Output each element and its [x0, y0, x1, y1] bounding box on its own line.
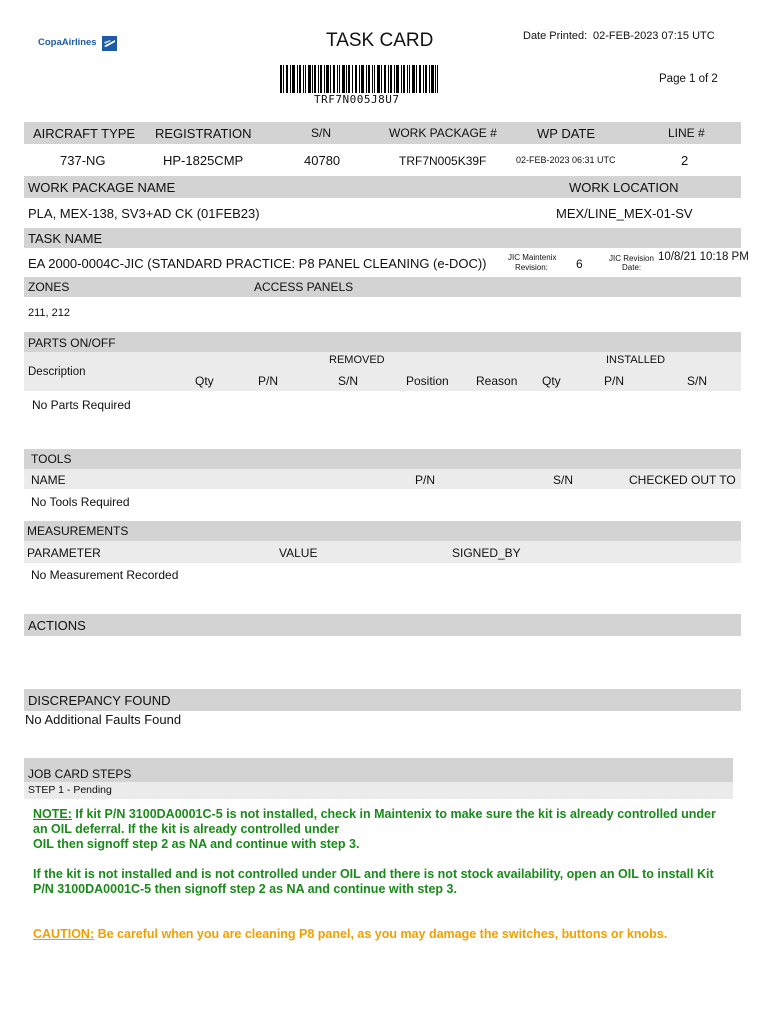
measurements-columns-band [24, 541, 741, 563]
task-name-label: TASK NAME [28, 231, 103, 246]
wp-date-header: WP DATE [537, 126, 596, 141]
para2-line-1: If the kit is not installed and is not controlled under OIL and there is not stock availability, open an OIL to install Kit [33, 867, 714, 881]
note-line-3: OIL then signoff step 2 as NA and continue with step 3. [33, 837, 360, 851]
work-package-number-value: TRF7N005K39F [399, 154, 487, 168]
caution-text: Be careful when you are cleaning P8 panel, as you may damage the switches, buttons or knobs. [94, 927, 668, 941]
step-band [24, 782, 733, 799]
measurements-label: MEASUREMENTS [27, 524, 129, 538]
job-steps-label: JOB CARD STEPS [28, 767, 132, 781]
parts-removed-sn-header: S/N [338, 374, 359, 388]
jic-maintenix-revision-value: 6 [576, 257, 583, 271]
registration-value: HP-1825CMP [163, 153, 244, 168]
no-measurement-text: No Measurement Recorded [31, 568, 179, 582]
sn-value: 40780 [304, 153, 341, 168]
discrepancy-label: DISCREPANCY FOUND [28, 693, 171, 708]
no-tools-text: No Tools Required [31, 495, 130, 509]
parts-reason-header: Reason [476, 374, 518, 388]
note-line-1 [33, 807, 716, 821]
page-title: TASK CARD [326, 30, 434, 51]
task-name-value: EA 2000-0004C-JIC (STANDARD PRACTICE: P8 PANEL CLEANING (e-DOC)) [28, 256, 487, 271]
aircraft-type-header: AIRCRAFT TYPE [33, 126, 136, 141]
task-name-band [24, 228, 741, 248]
zones-band [24, 277, 741, 297]
registration-header: REGISTRATION [155, 126, 252, 141]
caution-line [33, 927, 667, 941]
actions-label: ACTIONS [28, 618, 86, 633]
parts-removed-pn-header: P/N [258, 374, 279, 388]
measurement-signed-by-header: SIGNED_BY [452, 546, 521, 560]
parts-band [24, 332, 741, 352]
parts-installed-label: INSTALLED [606, 354, 666, 366]
parts-removed-label: REMOVED [329, 354, 385, 366]
jic-maintenix-label-2: Revision: [515, 263, 548, 272]
parts-installed-sn-header: S/N [687, 374, 708, 388]
parts-installed-qty-header: Qty [542, 374, 561, 388]
parts-label: PARTS ON/OFF [28, 336, 116, 350]
note-line-2: an OIL deferral. If the kit is already controlled under [33, 822, 340, 836]
tools-sn-header: S/N [553, 473, 574, 487]
tools-band [24, 449, 741, 469]
work-package-name-label: WORK PACKAGE NAME [28, 180, 176, 195]
line-number-header: LINE # [668, 126, 705, 140]
tools-pn-header: P/N [415, 473, 436, 487]
page-number: Page 1 of 2 [659, 73, 718, 85]
measurements-band [24, 521, 741, 541]
work-package-number-header: WORK PACKAGE # [389, 126, 497, 140]
barcode [280, 65, 438, 93]
parts-description-header: Description [28, 366, 86, 378]
parts-removed-qty-header: Qty [195, 374, 214, 388]
note-prefix: NOTE: [33, 807, 72, 821]
measurement-parameter-header: PARAMETER [27, 546, 101, 560]
logo-text: CopaAirlines [38, 37, 97, 48]
zones-value: 211, 212 [28, 307, 71, 319]
jic-maintenix-label-1: JIC Maintenix [508, 253, 557, 262]
zones-label: ZONES [28, 280, 70, 294]
tools-checked-out-header: CHECKED OUT TO [629, 473, 736, 487]
wp-date-value: 02-FEB-2023 06:31 UTC [516, 155, 616, 165]
parts-position-header: Position [406, 374, 449, 388]
jic-revision-label-2: Date: [622, 263, 642, 272]
copa-logo-icon [102, 36, 117, 51]
step-status: STEP 1 - Pending [28, 784, 112, 796]
note-text-1: If kit P/N 3100DA0001C-5 is not installed, check in Maintenix to make sure the kit is already controlled under [71, 807, 716, 821]
caution-prefix: CAUTION: [33, 927, 95, 941]
line-number-value: 2 [681, 153, 689, 168]
measurement-value-header: VALUE [279, 546, 318, 560]
sn-header: S/N [311, 126, 332, 140]
jic-revision-label-1: JIC Revision [609, 254, 654, 263]
work-location-value: MEX/LINE_MEX-01-SV [556, 206, 693, 221]
work-package-name-value: PLA, MEX-138, SV3+AD CK (01FEB23) [28, 206, 260, 221]
actions-band [24, 614, 741, 636]
barcode-text: TRF7N005J8U7 [314, 93, 400, 106]
aircraft-type-value: 737-NG [60, 153, 106, 168]
no-parts-text: No Parts Required [32, 398, 131, 412]
access-panels-label: ACCESS PANELS [254, 280, 354, 294]
tools-name-header: NAME [31, 473, 66, 487]
para2-line-2: P/N 3100DA0001C-5 then signoff step 2 as NA and continue with step 3. [33, 882, 457, 896]
parts-installed-pn-header: P/N [604, 374, 625, 388]
date-printed-value: 02-FEB-2023 07:15 UTC [593, 30, 715, 42]
jic-revision-date-value: 10/8/21 10:18 PM [658, 251, 749, 263]
tools-label: TOOLS [31, 452, 72, 466]
discrepancy-value: No Additional Faults Found [25, 712, 182, 727]
work-location-label: WORK LOCATION [569, 180, 679, 195]
date-printed-label: Date Printed: [523, 30, 588, 42]
